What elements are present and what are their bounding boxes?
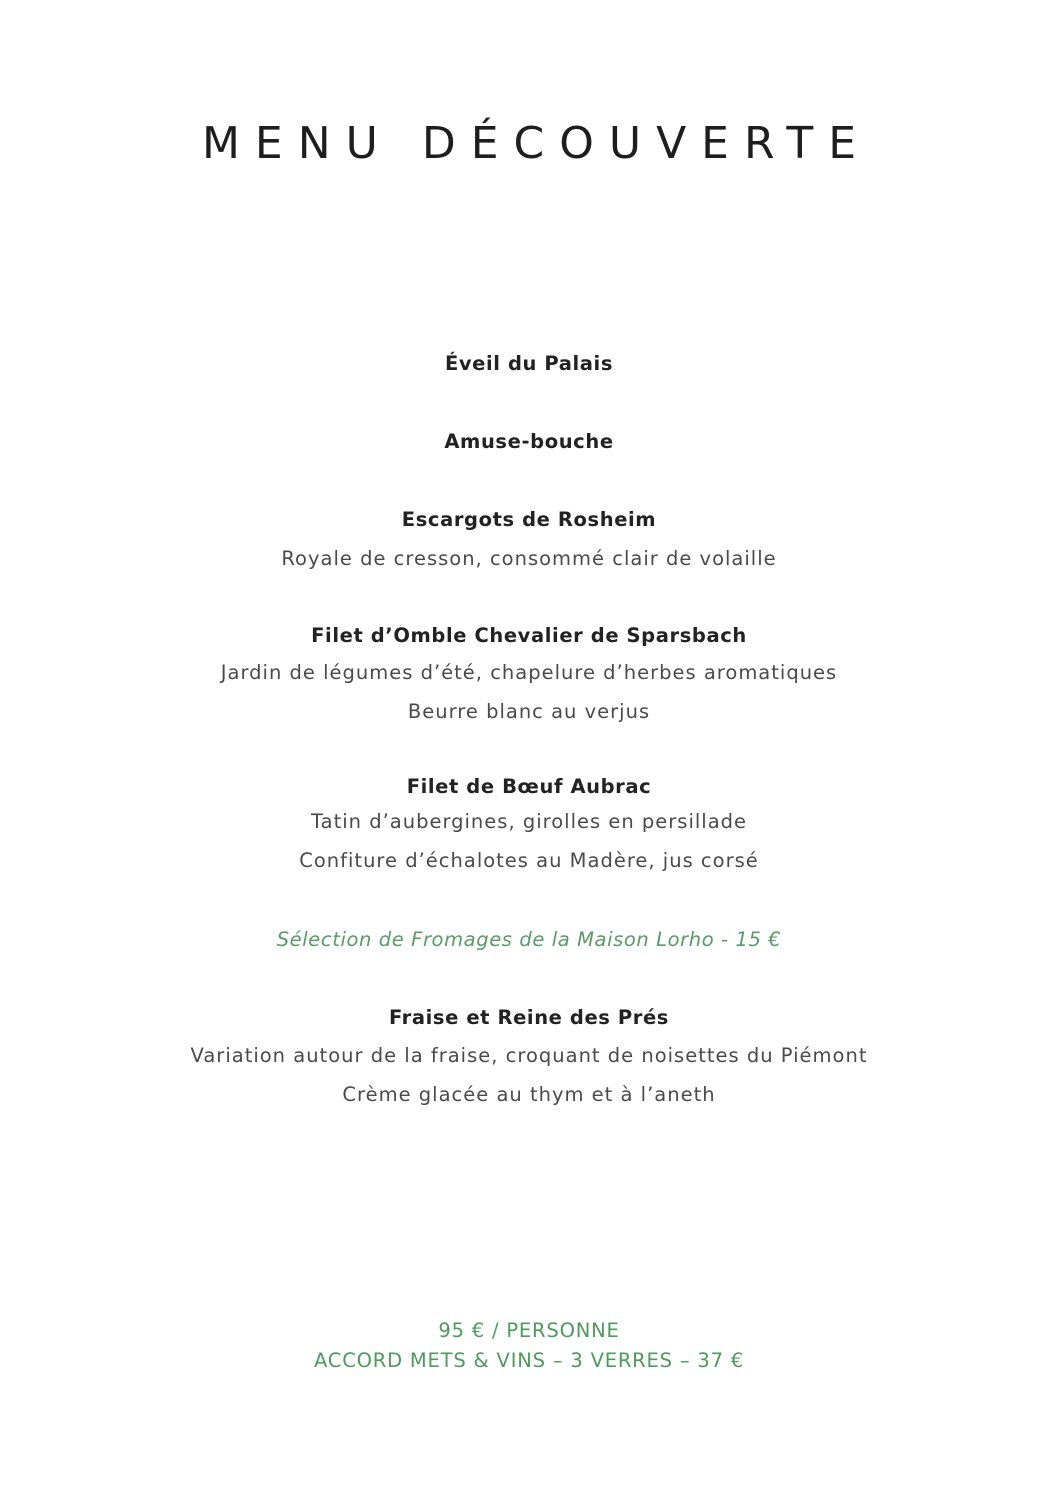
course-fraise-reine-des-pres: Fraise et Reine des Prés	[388, 1006, 670, 1029]
menu-title: MENU DÉCOUVERTE	[201, 118, 872, 169]
price-per-person: 95 € / PERSONNE	[438, 1319, 620, 1342]
course-omble-chevalier: Filet d’Omble Chevalier de Sparsbach	[311, 624, 747, 647]
cheese-option: Sélection de Fromages de la Maison Lorho - 15 €	[276, 928, 782, 951]
course-fraise-detail-1: Variation autour de la fraise, croquant de noisettes du Piémont	[190, 1044, 868, 1067]
course-escargots: Escargots de Rosheim	[401, 508, 657, 531]
course-omble-chevalier-detail-2: Beurre blanc au verjus	[407, 700, 651, 723]
course-eveil-du-palais: Éveil du Palais	[444, 352, 614, 375]
course-amuse-bouche: Amuse-bouche	[444, 430, 614, 453]
course-boeuf-aubrac-detail-1: Tatin d’aubergines, girolles en persillade	[310, 810, 748, 833]
price-wine-pairing: ACCORD METS & VINS – 3 VERRES – 37 €	[313, 1349, 744, 1372]
course-omble-chevalier-detail-1: Jardin de légumes d’été, chapelure d’herbes aromatiques	[220, 661, 838, 684]
course-escargots-detail-1: Royale de cresson, consommé clair de volaille	[281, 547, 777, 570]
course-fraise-detail-2: Crème glacée au thym et à l’aneth	[342, 1083, 716, 1106]
course-boeuf-aubrac-detail-2: Confiture d’échalotes au Madère, jus corsé	[299, 849, 759, 872]
course-boeuf-aubrac: Filet de Bœuf Aubrac	[406, 775, 652, 798]
